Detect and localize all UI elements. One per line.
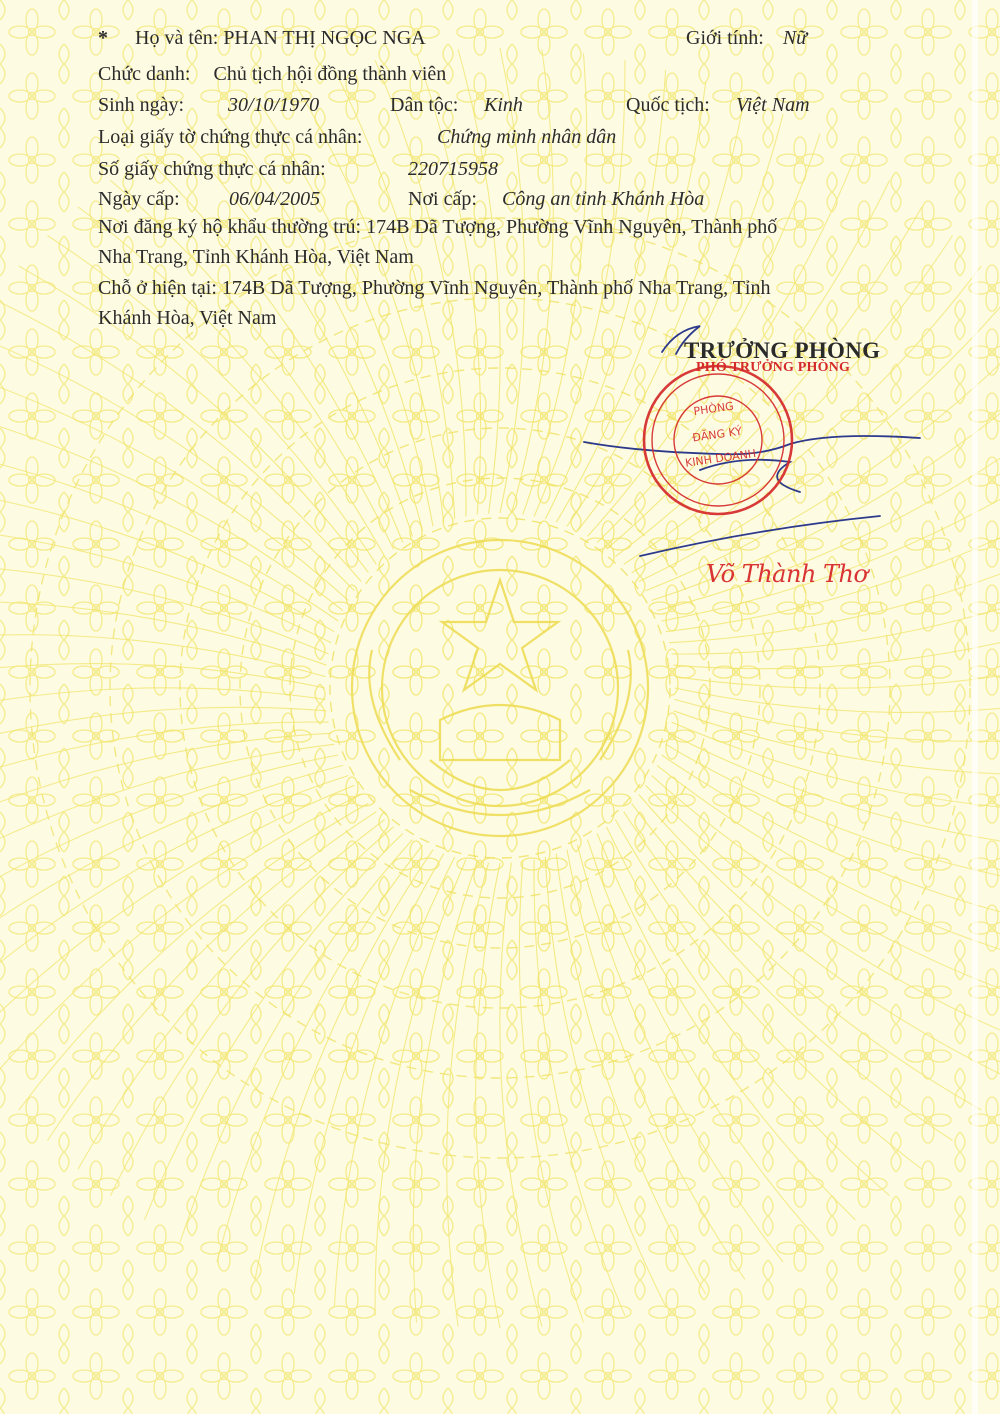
permanent-address-line2: Nha Trang, Tỉnh Khánh Hòa, Việt Nam — [98, 246, 414, 268]
name-value: PHAN THỊ NGỌC NGA — [223, 27, 426, 49]
page-edge — [972, 0, 978, 1414]
dob-label: Sinh ngày: — [98, 94, 185, 116]
gender-value: Nữ — [782, 27, 808, 49]
permanent-address-line1: 174B Dã Tượng, Phường Vĩnh Nguyên, Thành phố — [366, 216, 778, 238]
id-number-label: Số giấy chứng thực cá nhân: — [98, 158, 326, 180]
issue-place-value: Công an tỉnh Khánh Hòa — [502, 188, 705, 210]
issue-place-label: Nơi cấp: — [408, 188, 477, 210]
signer-name: Võ Thành Thơ — [706, 560, 868, 588]
signature-title: TRƯỞNG PHÒNG — [684, 338, 881, 363]
id-type-value: Chứng minh nhân dân — [437, 126, 617, 148]
seal-line: PHÒNG — [692, 399, 735, 419]
permanent-address-row — [98, 215, 777, 239]
gender-label: Giới tính: — [686, 27, 764, 49]
dob-value: 30/10/1970 — [228, 94, 320, 116]
current-address-row — [98, 276, 771, 300]
signature-subtitle: PHÓ TRƯỞNG PHÒNG — [696, 360, 851, 375]
nationality-label: Quốc tịch: — [626, 94, 710, 116]
ethnic-value: Kinh — [484, 94, 523, 116]
dob-row — [98, 93, 184, 117]
seal-line: KINH DOANH — [684, 446, 757, 470]
current-address-line1: 174B Dã Tượng, Phường Vĩnh Nguyên, Thành phố Nha Trang, Tỉnh — [221, 277, 771, 299]
ethnic-label: Dân tộc: — [390, 94, 459, 116]
title-label: Chức danh: — [98, 63, 191, 85]
title-row — [98, 62, 446, 86]
name-label: Họ và tên: — [135, 27, 219, 49]
id-type-label: Loại giấy tờ chứng thực cá nhân: — [98, 126, 363, 148]
issue-date-label: Ngày cấp: — [98, 188, 180, 210]
bullet: * — [98, 27, 108, 49]
current-address-line2: Khánh Hòa, Việt Nam — [98, 307, 277, 329]
name-row — [98, 26, 426, 50]
current-address-label: Chỗ ở hiện tại: — [98, 277, 217, 299]
permanent-address-label: Nơi đăng ký hộ khẩu thường trú: — [98, 216, 362, 238]
gender-row — [686, 26, 807, 50]
id-number-value: 220715958 — [408, 158, 498, 180]
seal-line: ĐĂNG KÝ — [691, 424, 743, 445]
nationality-value: Việt Nam — [736, 94, 810, 116]
issue-date-value: 06/04/2005 — [229, 188, 321, 210]
title-value: Chủ tịch hội đồng thành viên — [213, 63, 447, 85]
